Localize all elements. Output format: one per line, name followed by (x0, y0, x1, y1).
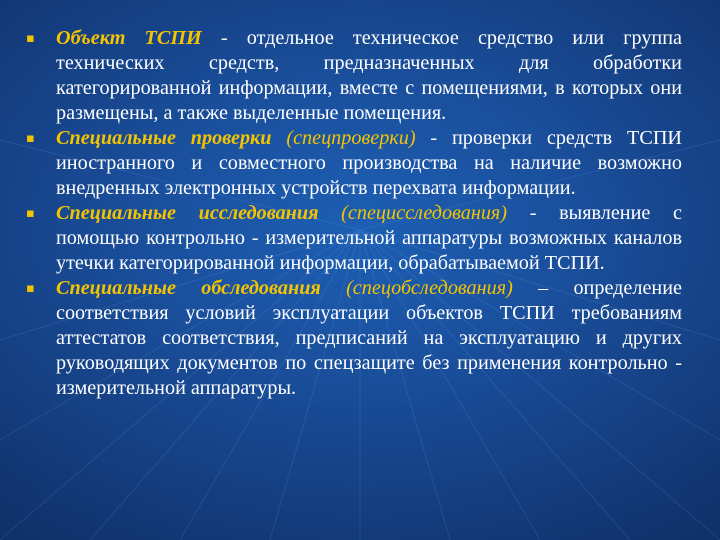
definition-text-special-checks: - проверки средств ТСПИ иностранного и совместного производства на наличие возможно внедренных электронных устройств перехвата информации. (56, 127, 682, 199)
bullet-icon: ▪ (26, 31, 35, 46)
bullet-icon: ▪ (26, 206, 35, 221)
definition-item-special-checks (26, 126, 682, 201)
definition-item-special-research (26, 201, 682, 276)
definition-item-tspi-object (26, 26, 682, 126)
bullet-icon: ▪ (26, 281, 35, 296)
definitions-list (26, 26, 682, 401)
term-special-surveys: Специальные обследования (56, 277, 321, 299)
term-special-research: Специальные исследования (56, 202, 319, 224)
alt-term-special-research: (специсследования) (318, 202, 508, 224)
alt-term-special-checks: (спецпроверки) (271, 127, 416, 149)
definition-text-tspi-object: - отдельное техническое средство или группа технических средств, предназначенных для обработки категорированной информации, вместе с помещениями, в которых они размещены, а также выделенные помещения. (56, 27, 682, 124)
bullet-icon: ▪ (26, 131, 35, 146)
definition-item-special-surveys (26, 276, 682, 401)
alt-term-special-surveys: (спецобследования) (320, 277, 513, 299)
definition-text-special-research: - выявление с помощью контрольно - измерительной аппаратуры возможных каналов утечки категорированной информации, обрабатываемой ТСПИ. (56, 202, 682, 274)
term-tspi-object: Объект ТСПИ (56, 27, 202, 49)
definition-text-special-surveys: – определение соответствия условий эксплуатации объектов ТСПИ требованиям аттестатов соответствия, предписаний на эксплуатацию и других руководящих документов по спецзащите без применения контрольно - измерительной аппаратуры. (56, 277, 682, 399)
term-special-checks: Специальные проверки (56, 127, 272, 149)
